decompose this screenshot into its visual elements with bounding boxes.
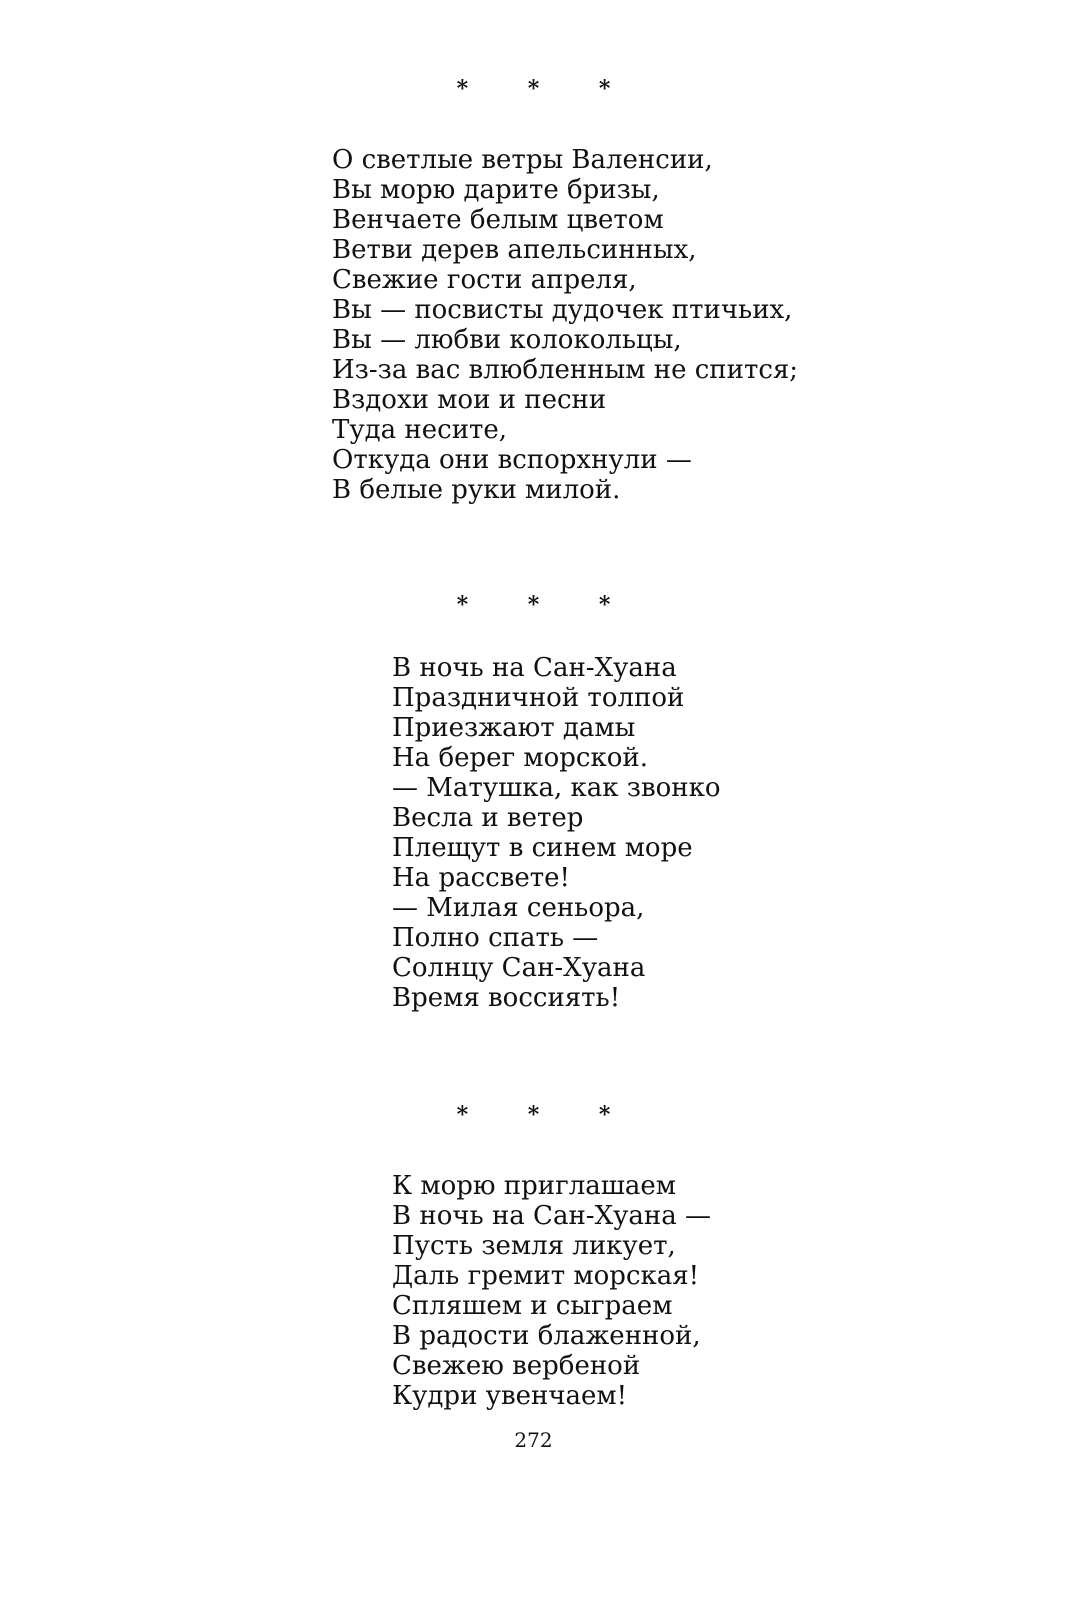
poem-line: В радости блаженной, <box>392 1321 701 1351</box>
section-separator: * * * <box>456 1102 637 1128</box>
poem-line: Из-за вас влюбленным не спится; <box>332 355 799 385</box>
poem-line: Вы морю дарите бризы, <box>332 175 660 205</box>
poem-line: Свежею вербеной <box>392 1351 641 1381</box>
poem-valencia <box>332 145 798 505</box>
poem-line: О светлые ветры Валенсии, <box>332 145 713 175</box>
poem-line: В белые руки милой. <box>332 475 621 505</box>
poem-line: Кудри увенчаем! <box>392 1381 628 1411</box>
poem-line: В ночь на Сан-Хуана <box>392 653 677 683</box>
poem-line: Пусть земля ликует, <box>392 1231 676 1261</box>
poem-line: Спляшем и сыграем <box>392 1291 673 1321</box>
section-separator: * * * <box>456 592 637 618</box>
poem-line: Весла и ветер <box>392 803 584 833</box>
poem-line: Откуда они вспорхнули — <box>332 445 692 475</box>
poem-line: Плещут в синем море <box>392 833 693 863</box>
poem-san-juan-night <box>392 653 721 1013</box>
poem-line: Праздничной толпой <box>392 683 685 713</box>
poem-line: Полно спать — <box>392 923 599 953</box>
poem-line: Приезжают дамы <box>392 713 636 743</box>
poem-line: — Матушка, как звонко <box>392 773 721 803</box>
poem-invitation-to-sea <box>392 1171 711 1411</box>
poem-line: Солнцу Сан-Хуана <box>392 953 646 983</box>
poem-line: Вздохи мои и песни <box>332 385 607 415</box>
poem-line: На рассвете! <box>392 863 570 893</box>
poem-line: Время воссиять! <box>392 983 621 1013</box>
poem-line: На берег морской. <box>392 743 648 773</box>
section-separator: * * * <box>456 76 637 102</box>
poem-line: К морю приглашаем <box>392 1171 677 1201</box>
poem-line: Туда несите, <box>332 415 508 445</box>
poem-line: Ветви дерев апельсинных, <box>332 235 697 265</box>
poem-line: Вы — любви колокольцы, <box>332 325 682 355</box>
poem-line: Свежие гости апреля, <box>332 265 637 295</box>
poem-line: Венчаете белым цветом <box>332 205 664 235</box>
poem-line: — Милая сеньора, <box>392 893 645 923</box>
page-number: 272 <box>514 1428 553 1452</box>
poem-line: В ночь на Сан-Хуана — <box>392 1201 711 1231</box>
poem-line: Даль гремит морская! <box>392 1261 700 1291</box>
poem-line: Вы — посвисты дудочек птичьих, <box>332 295 793 325</box>
